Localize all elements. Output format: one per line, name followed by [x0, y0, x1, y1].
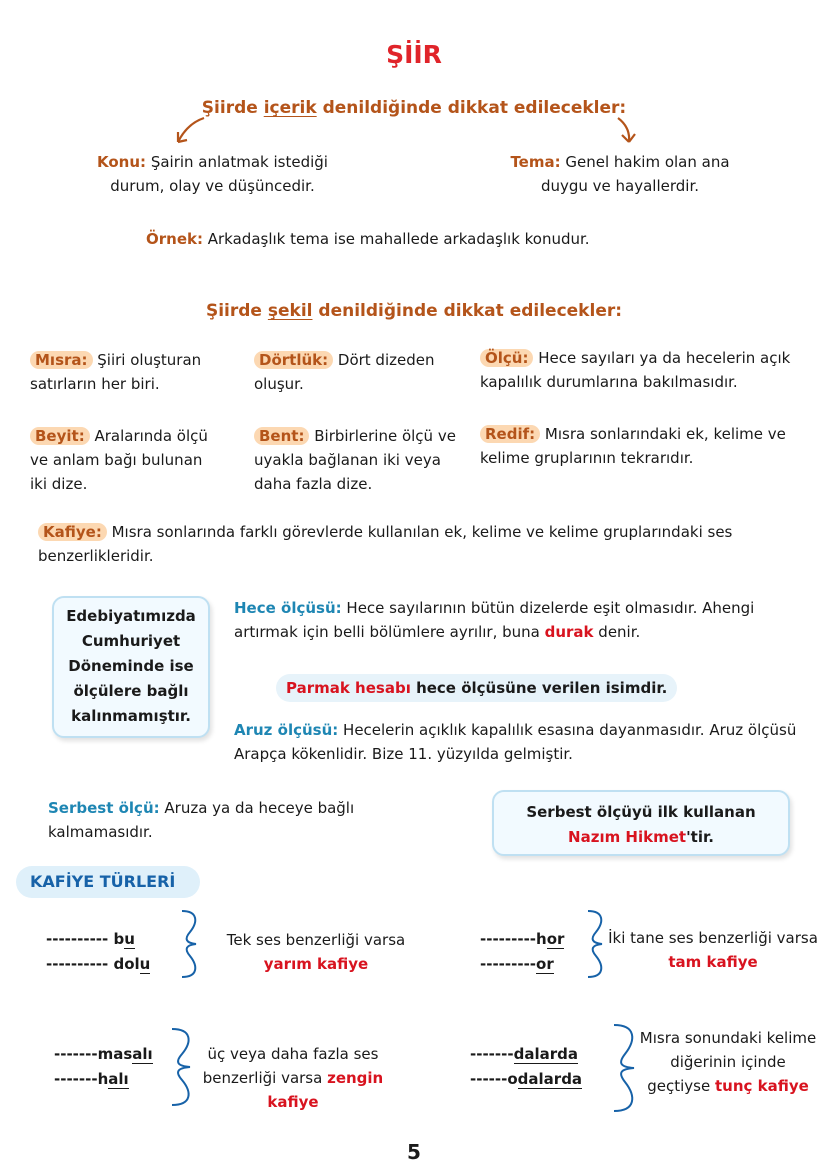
misra-text: Şiiri oluşturan satırların her biri.	[30, 351, 202, 393]
stem: h	[97, 1070, 109, 1088]
brace-zengin-icon	[166, 1026, 196, 1108]
yarim-desc-block	[208, 928, 424, 976]
tam-type: tam kafiye	[668, 953, 758, 971]
parmak-key: Parmak hesabı	[286, 679, 411, 697]
rhyme: dalarda	[513, 1045, 578, 1063]
konu-block	[70, 150, 355, 198]
tunc-line-2	[470, 1067, 582, 1092]
dash: -------	[54, 1070, 98, 1088]
serbest-note-box	[492, 790, 790, 856]
redif-text: Mısra sonlarındaki ek, kelime ve kelime gruplarının tekrarıdır.	[480, 425, 786, 467]
tam-line-1	[480, 927, 564, 952]
yarim-line-2	[46, 952, 150, 977]
aruz-text: Hecelerin açıklık kapalılık esasına dayanmasıdır. Aruz ölçüsü Arapça kökenlidir. Bize 11. yüzyılda gelmiştir.	[234, 721, 797, 763]
stem: o	[507, 1070, 518, 1088]
tam-line-2	[480, 952, 564, 977]
tam-desc: İki tane ses benzerliği varsa	[608, 929, 818, 947]
dortluk-label: Dörtlük:	[254, 351, 333, 369]
dortluk-text: Dört dizeden oluşur.	[254, 351, 435, 393]
ornek-label: Örnek:	[146, 230, 203, 248]
ornek-block	[146, 227, 746, 251]
ornek-text: Arkadaşlık tema ise mahallede arkadaşlık konudur.	[202, 230, 590, 248]
olcu-label: Ölçü:	[480, 349, 533, 367]
tunc-desc-block	[638, 1026, 818, 1098]
kafiye-label: Kafiye:	[38, 523, 107, 541]
brace-yarim-icon	[176, 908, 202, 980]
zengin-desc: üç veya daha fazla ses benzerliği varsa	[202, 1045, 379, 1087]
durak-term: durak	[544, 623, 594, 641]
tam-desc-block	[608, 926, 818, 974]
stem: h	[536, 930, 547, 948]
icerik-heading-pre: Şiirde	[201, 98, 264, 118]
serbest-text: Aruza ya da heceye bağlı kalmamasıdır.	[48, 799, 355, 841]
page-number: 5	[407, 1140, 421, 1164]
redif-block	[480, 422, 810, 470]
olcu-block	[480, 346, 815, 394]
dash: ---------	[480, 930, 537, 948]
serbest-label: Serbest ölçü:	[48, 799, 160, 817]
brace-tunc-icon	[608, 1022, 640, 1114]
kafiye-block	[38, 520, 808, 568]
konu-label: Konu:	[97, 153, 147, 171]
tema-block	[490, 150, 750, 198]
icerik-heading	[0, 98, 828, 118]
hece-text: Hece sayılarının bütün dizelerde eşit olmasıdır. Ahengi artırmak için belli bölümlere ayrılır, buna	[234, 599, 755, 641]
sekil-heading-post: denildiğinde dikkat edilecekler:	[312, 301, 623, 321]
dash: ----------	[46, 955, 114, 973]
rhyme: or	[536, 955, 554, 973]
bent-text: Birbirlerine ölçü ve uyakla bağlanan iki veya daha fazla dize.	[254, 427, 456, 493]
nazim-name: Nazım Hikmet	[568, 828, 687, 846]
rhyme: alı	[108, 1070, 129, 1088]
redif-label: Redif:	[480, 425, 540, 443]
arrow-left-icon	[170, 114, 210, 148]
konu-text: Şairin anlatmak istediği durum, olay ve düşüncedir.	[110, 153, 328, 195]
dortluk-block	[254, 348, 464, 396]
aruz-block	[234, 718, 799, 766]
serbest-block	[48, 796, 398, 844]
rhyme: or	[546, 930, 565, 948]
dash: ---------	[480, 955, 537, 973]
yarim-type: yarım kafiye	[263, 955, 369, 973]
parmak-hesabi-pill	[276, 674, 677, 702]
zengin-example	[54, 1042, 153, 1092]
tunc-example	[470, 1042, 582, 1092]
zengin-type: zengin kafiye	[267, 1069, 384, 1111]
tema-label: Tema:	[510, 153, 561, 171]
serbest-note-text: Serbest ölçüyü ilk kullanan	[526, 803, 756, 821]
hece-end: denir.	[593, 623, 641, 641]
kafiye-turleri-heading: KAFİYE TÜRLERİ	[16, 866, 200, 898]
hece-label: Hece ölçüsü:	[234, 599, 342, 617]
dash: -------	[54, 1045, 98, 1063]
sekil-heading-pre: Şiirde	[205, 301, 268, 321]
rhyme: u	[124, 930, 135, 948]
yarim-example	[46, 927, 150, 977]
stem: b	[113, 930, 125, 948]
sekil-heading-key: şekil	[267, 301, 313, 321]
dash: ------	[470, 1070, 508, 1088]
arrow-right-icon	[612, 114, 642, 148]
icerik-heading-key: içerik	[263, 98, 317, 118]
zengin-desc-block	[200, 1042, 386, 1114]
parmak-text: hece ölçüsüne verilen isimdir.	[410, 679, 668, 697]
tunc-type: tunç kafiye	[714, 1077, 809, 1095]
dash: ----------	[46, 930, 114, 948]
sekil-heading	[0, 301, 828, 321]
aruz-label: Aruz ölçüsü:	[234, 721, 339, 739]
yarim-line-1	[46, 927, 150, 952]
nazim-suffix: 'tir.	[686, 828, 714, 846]
dash: -------	[470, 1045, 514, 1063]
cumhuriyet-note-box	[52, 596, 210, 738]
page-title: ŞİİR	[386, 40, 442, 69]
stem: mas	[97, 1045, 133, 1063]
tunc-line-1	[470, 1042, 582, 1067]
brace-tam-icon	[582, 908, 608, 980]
beyit-label: Beyit:	[30, 427, 90, 445]
yarim-desc: Tek ses benzerliği varsa	[226, 931, 406, 949]
tema-text: Genel hakim olan ana duygu ve hayallerdir.	[540, 153, 730, 195]
misra-label: Mısra:	[30, 351, 93, 369]
cumhuriyet-note-text: Edebiyatımızda Cumhuriyet Döneminde ise ölçülere bağlı kalınmamıştır.	[66, 607, 196, 725]
misra-block	[30, 348, 235, 396]
tam-example	[480, 927, 564, 977]
olcu-text: Hece sayıları ya da hecelerin açık kapalılık durumlarına bakılmasıdır.	[480, 349, 791, 391]
rhyme: alı	[132, 1045, 153, 1063]
tunc-desc: Mısra sonundaki kelime diğerinin içinde geçtiyse	[639, 1029, 817, 1095]
bent-block	[254, 424, 459, 496]
beyit-text: Aralarında ölçü ve anlam bağı bulunan iki dize.	[30, 427, 208, 493]
nazim-line	[500, 825, 782, 850]
kafiye-text: Mısra sonlarında farklı görevlerde kullanılan ek, kelime ve kelime gruplarındaki ses benzerlikleridir.	[38, 523, 733, 565]
hece-block	[234, 596, 799, 644]
rhyme: u	[139, 955, 151, 973]
stem: dol	[113, 955, 140, 973]
rhyme: dalarda	[517, 1070, 583, 1088]
zengin-line-1	[54, 1042, 153, 1067]
icerik-heading-post: denildiğinde dikkat edilecekler:	[316, 98, 627, 118]
bent-label: Bent:	[254, 427, 309, 445]
zengin-line-2	[54, 1067, 153, 1092]
beyit-block	[30, 424, 220, 496]
